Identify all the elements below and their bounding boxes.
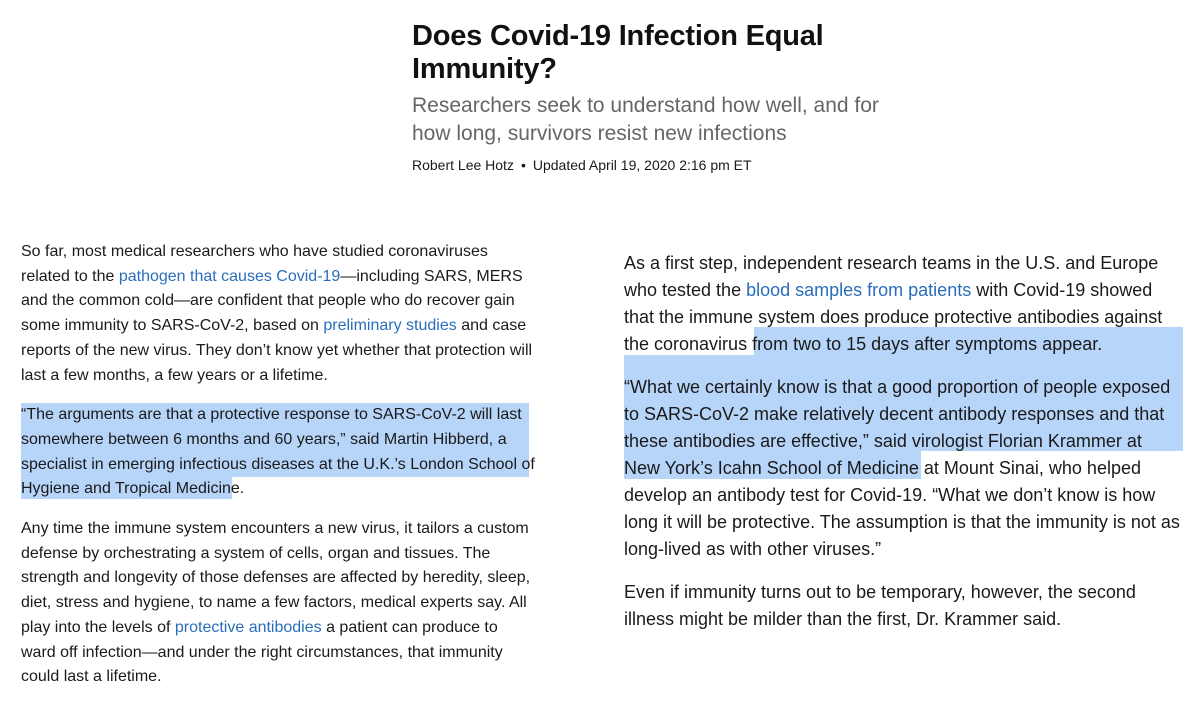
paragraph-left-2-quote: “The arguments are that a protective response to SARS-CoV-2 will last somewhere between 6 months and 60 years,” said Martin Hibberd, a specialist in emerging infectious diseases at the U.K.’s London School of Hygiene and Tropical Medicine. [21,406,535,498]
text-span: , who helped develop an antibody test for Covid-19. “What we don’t know is how long it will be protective. The assumption is that the immunity is not as long-lived as with other viruses.” [624,458,1180,559]
link-blood-samples[interactable]: blood samples from patients [746,280,972,300]
article-header [412,20,932,174]
right-column-text [624,250,1180,633]
text-span: a patient can produce to ward off infection—and under the right circumstances, that immunity could last a lifetime. [21,618,503,686]
byline-separator: • [520,157,526,173]
text-span: As a first step, independent research teams in the U.S. and Europe who tested the [624,253,1159,300]
highlighted-quote-wrapper [21,403,536,502]
text-span: Any time the immune system encounters a new virus, it tailors a custom defense by orchestrating a system of cells, organ and tissues. The strength and longevity of those defenses are affected by heredity, sleep, diet, stress and hygiene, to name a few factors, medical experts say. All play into the levels of [21,520,531,636]
paragraph-right-1 [624,250,1180,358]
paragraph-right-2-quote [624,374,1180,563]
link-preliminary-studies[interactable]: preliminary studies [323,317,457,335]
paragraph-left-3 [21,517,536,690]
left-column [21,240,536,705]
paragraph-left-1 [21,240,536,388]
text-span: and case reports of the new virus. They don’t know yet whether that protection will last a few months, a few years or a lifetime. [21,317,533,384]
highlighted-text: “What we certainly know is that a good proportion of people exposed to SARS-CoV-2 make relatively decent antibody responses and that these antibodies are effective,” said virologist Florian Krammer at New York’s Icahn School of Medicine at Mount Sinai [624,377,1171,478]
link-protective-antibodies[interactable]: protective antibodies [174,618,322,636]
text-span: with Covid-19 showed that the immune system does produce protective antibodies against the coronavirus from [624,280,1163,354]
text-span: So far, most medical researchers who have studied coronaviruses related to the [21,243,488,285]
text-span: —including SARS, MERS and the common cold—are confident that people who do recover gain some immunity to SARS-CoV-2, based on [21,267,523,335]
link-pathogen[interactable]: pathogen that causes Covid-19 [118,267,341,285]
byline [412,156,932,174]
highlighted-text: two to 15 days after symptoms appear. [793,334,1103,354]
updated-timestamp: Updated April 19, 2020 2:16 pm ET [532,157,752,173]
paragraph-right-3: Even if immunity turns out to be temporary, however, the second illness might be milder than the first, Dr. Krammer said. [624,582,1136,629]
author-name[interactable]: Robert Lee Hotz [412,157,514,173]
article-subtitle: Researchers seek to understand how well, and for how long, survivors resist new infections [412,94,879,145]
right-column [624,250,1180,649]
article-title: Does Covid-19 Infection Equal Immunity? [412,20,824,85]
